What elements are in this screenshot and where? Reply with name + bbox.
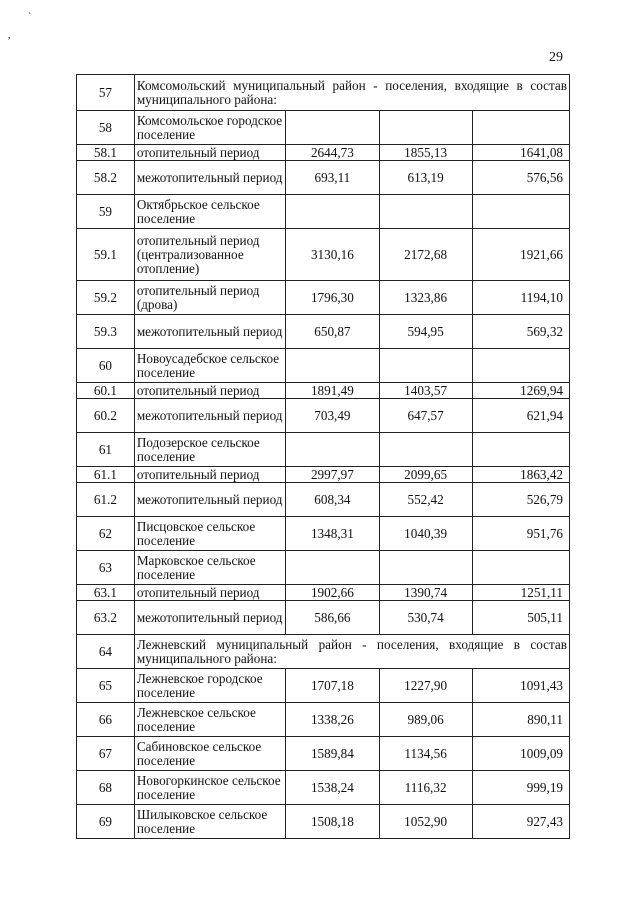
settlement-name: межотопительный период bbox=[134, 399, 285, 433]
settlement-name: Подозерское сельское поселение bbox=[134, 433, 285, 467]
settlement-name: отопительный период bbox=[134, 383, 285, 399]
settlement-name: Сабиновское сельское поселение bbox=[134, 737, 285, 771]
scan-mark-left: , bbox=[8, 30, 11, 41]
value-cell-3: 1863,42 bbox=[472, 467, 569, 483]
row-number: 59.2 bbox=[77, 281, 135, 315]
table-row bbox=[77, 737, 570, 771]
settlement-name: Писцовское сельское поселение bbox=[134, 517, 285, 551]
value-cell-2 bbox=[379, 111, 472, 145]
settlement-name: межотопительный период bbox=[134, 601, 285, 635]
value-cell-1 bbox=[286, 195, 379, 229]
value-cell-3 bbox=[472, 349, 569, 383]
value-cell-3: 576,56 bbox=[472, 161, 569, 195]
row-number: 60.1 bbox=[77, 383, 135, 399]
row-number: 59.3 bbox=[77, 315, 135, 349]
table-row bbox=[77, 145, 570, 161]
row-number: 58 bbox=[77, 111, 135, 145]
value-cell-2: 1855,13 bbox=[379, 145, 472, 161]
value-cell-2: 530,74 bbox=[379, 601, 472, 635]
table-row bbox=[77, 551, 570, 585]
value-cell-3: 1641,08 bbox=[472, 145, 569, 161]
value-cell-2: 594,95 bbox=[379, 315, 472, 349]
table-row bbox=[77, 635, 570, 669]
value-cell-2 bbox=[379, 433, 472, 467]
settlement-name: Новогоркинское сельское поселение bbox=[134, 771, 285, 805]
value-cell-1: 608,34 bbox=[286, 483, 379, 517]
value-cell-1 bbox=[286, 551, 379, 585]
value-cell-3: 1194,10 bbox=[472, 281, 569, 315]
row-number: 62 bbox=[77, 517, 135, 551]
table-row bbox=[77, 703, 570, 737]
row-number: 67 bbox=[77, 737, 135, 771]
table-row bbox=[77, 161, 570, 195]
value-cell-2: 613,19 bbox=[379, 161, 472, 195]
settlement-name: Комсомольское городское поселение bbox=[134, 111, 285, 145]
value-cell-1 bbox=[286, 433, 379, 467]
value-cell-1: 3130,16 bbox=[286, 229, 379, 281]
value-cell-3: 1009,09 bbox=[472, 737, 569, 771]
value-cell-1: 650,87 bbox=[286, 315, 379, 349]
value-cell-2: 989,06 bbox=[379, 703, 472, 737]
row-number: 60.2 bbox=[77, 399, 135, 433]
tariff-table-body bbox=[77, 75, 570, 839]
table-row bbox=[77, 111, 570, 145]
row-number: 59.1 bbox=[77, 229, 135, 281]
value-cell-3: 890,11 bbox=[472, 703, 569, 737]
value-cell-3: 1091,43 bbox=[472, 669, 569, 703]
scan-mark-top: ` bbox=[28, 12, 32, 23]
table-row bbox=[77, 229, 570, 281]
table-row bbox=[77, 483, 570, 517]
row-number: 65 bbox=[77, 669, 135, 703]
value-cell-3: 569,32 bbox=[472, 315, 569, 349]
table-row bbox=[77, 771, 570, 805]
value-cell-1: 2997,97 bbox=[286, 467, 379, 483]
value-cell-3 bbox=[472, 551, 569, 585]
value-cell-1: 1338,26 bbox=[286, 703, 379, 737]
row-number: 64 bbox=[77, 635, 135, 669]
row-number: 69 bbox=[77, 805, 135, 839]
settlement-name: Новоусадебское сельское поселение bbox=[134, 349, 285, 383]
row-number: 63.1 bbox=[77, 585, 135, 601]
table-row bbox=[77, 315, 570, 349]
value-cell-1: 1589,84 bbox=[286, 737, 379, 771]
settlement-name: межотопительный период bbox=[134, 315, 285, 349]
value-cell-2: 1116,32 bbox=[379, 771, 472, 805]
value-cell-1 bbox=[286, 349, 379, 383]
value-cell-1: 1508,18 bbox=[286, 805, 379, 839]
value-cell-2: 1403,57 bbox=[379, 383, 472, 399]
value-cell-1: 1796,30 bbox=[286, 281, 379, 315]
settlement-name: Марковское сельское поселение bbox=[134, 551, 285, 585]
table-row bbox=[77, 467, 570, 483]
value-cell-1: 693,11 bbox=[286, 161, 379, 195]
settlement-name: Лежневское сельское поселение bbox=[134, 703, 285, 737]
value-cell-1: 586,66 bbox=[286, 601, 379, 635]
value-cell-1: 1902,66 bbox=[286, 585, 379, 601]
value-cell-3: 1251,11 bbox=[472, 585, 569, 601]
value-cell-2: 1390,74 bbox=[379, 585, 472, 601]
table-row bbox=[77, 399, 570, 433]
value-cell-1: 1348,31 bbox=[286, 517, 379, 551]
table-row bbox=[77, 585, 570, 601]
value-cell-2: 2099,65 bbox=[379, 467, 472, 483]
row-number: 68 bbox=[77, 771, 135, 805]
settlement-name: отопительный период bbox=[134, 145, 285, 161]
row-number: 57 bbox=[77, 75, 135, 111]
value-cell-3: 526,79 bbox=[472, 483, 569, 517]
value-cell-2 bbox=[379, 349, 472, 383]
value-cell-2 bbox=[379, 195, 472, 229]
table-row bbox=[77, 383, 570, 399]
table-row bbox=[77, 433, 570, 467]
settlement-name: межотопительный период bbox=[134, 161, 285, 195]
value-cell-3: 505,11 bbox=[472, 601, 569, 635]
value-cell-2: 1227,90 bbox=[379, 669, 472, 703]
value-cell-1: 1891,49 bbox=[286, 383, 379, 399]
value-cell-3: 1921,66 bbox=[472, 229, 569, 281]
district-heading: Лежневский муниципальный район - поселения, входящие в состав муниципального района: bbox=[134, 635, 569, 669]
value-cell-3: 999,19 bbox=[472, 771, 569, 805]
value-cell-2: 2172,68 bbox=[379, 229, 472, 281]
row-number: 58.2 bbox=[77, 161, 135, 195]
value-cell-3 bbox=[472, 111, 569, 145]
value-cell-3: 951,76 bbox=[472, 517, 569, 551]
value-cell-1 bbox=[286, 111, 379, 145]
value-cell-2: 647,57 bbox=[379, 399, 472, 433]
table-row bbox=[77, 195, 570, 229]
tariff-table bbox=[76, 74, 570, 839]
settlement-name: отопительный период (централизованное отопление) bbox=[134, 229, 285, 281]
page-number: 29 bbox=[549, 50, 563, 65]
settlement-name: отопительный период (дрова) bbox=[134, 281, 285, 315]
table-row bbox=[77, 75, 570, 111]
row-number: 66 bbox=[77, 703, 135, 737]
value-cell-3: 621,94 bbox=[472, 399, 569, 433]
row-number: 63.2 bbox=[77, 601, 135, 635]
value-cell-2: 1040,39 bbox=[379, 517, 472, 551]
table-row bbox=[77, 349, 570, 383]
value-cell-2: 1323,86 bbox=[379, 281, 472, 315]
value-cell-1: 1538,24 bbox=[286, 771, 379, 805]
value-cell-1: 703,49 bbox=[286, 399, 379, 433]
district-heading: Комсомольский муниципальный район - поселения, входящие в состав муниципального района: bbox=[134, 75, 569, 111]
settlement-name: отопительный период bbox=[134, 467, 285, 483]
table-row bbox=[77, 281, 570, 315]
value-cell-3: 927,43 bbox=[472, 805, 569, 839]
table-row bbox=[77, 669, 570, 703]
settlement-name: Шилыковское сельское поселение bbox=[134, 805, 285, 839]
row-number: 59 bbox=[77, 195, 135, 229]
table-row bbox=[77, 601, 570, 635]
row-number: 63 bbox=[77, 551, 135, 585]
settlement-name: межотопительный период bbox=[134, 483, 285, 517]
value-cell-2 bbox=[379, 551, 472, 585]
value-cell-3: 1269,94 bbox=[472, 383, 569, 399]
value-cell-3 bbox=[472, 195, 569, 229]
value-cell-3 bbox=[472, 433, 569, 467]
settlement-name: Лежневское городское поселение bbox=[134, 669, 285, 703]
table-row bbox=[77, 805, 570, 839]
settlement-name: отопительный период bbox=[134, 585, 285, 601]
row-number: 61.2 bbox=[77, 483, 135, 517]
settlement-name: Октябрьское сельское поселение bbox=[134, 195, 285, 229]
row-number: 61 bbox=[77, 433, 135, 467]
value-cell-2: 1052,90 bbox=[379, 805, 472, 839]
value-cell-2: 552,42 bbox=[379, 483, 472, 517]
row-number: 61.1 bbox=[77, 467, 135, 483]
row-number: 58.1 bbox=[77, 145, 135, 161]
value-cell-2: 1134,56 bbox=[379, 737, 472, 771]
value-cell-1: 1707,18 bbox=[286, 669, 379, 703]
table-row bbox=[77, 517, 570, 551]
value-cell-1: 2644,73 bbox=[286, 145, 379, 161]
row-number: 60 bbox=[77, 349, 135, 383]
